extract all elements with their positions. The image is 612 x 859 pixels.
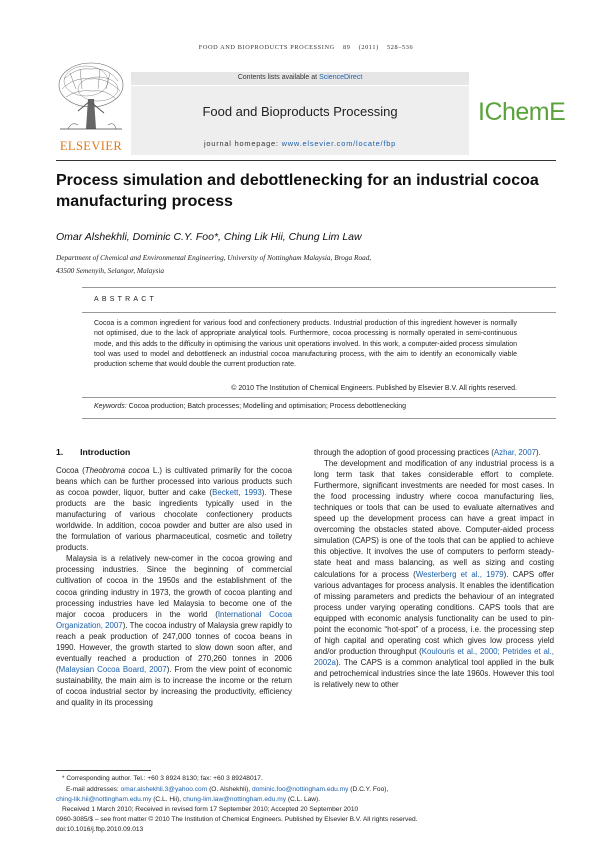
header-divider [56,160,556,161]
affiliation [56,252,556,277]
article-title: Process simulation and debottlenecking for an industrial cocoa manufacturing process [56,172,539,210]
citation-link[interactable]: Koulouris et al., 2000; Petrides et al., 2002a [314,646,554,667]
text-run: ). The cocoa industry of Malaysia grew rapidly to reach a peak production of 247,000 tonnes of cocoa beans in 1990. However, the growth started to slow down soon after, and eventually reached a production of 270,260 tonnes in 2006 ( [56,620,292,674]
keywords [94,403,517,410]
section-heading [56,447,130,457]
elsevier-wordmark: ELSEVIER [59,139,123,153]
affiliation-line: 43500 Semenyih, Selangor, Malaysia [56,265,165,275]
running-volume: 89 [342,44,351,51]
abstract-copyright: © 2010 The Institution of Chemical Engineers. Published by Elsevier B.V. All rights reserved. [231,385,517,392]
text-run: The development and modification of any industrial process is a long term task that takes considerable effort to complete. Furthermore, significant investments are needed for most cases. In the food processing industry where cocoa manufacturing lies, techniques or tools that can be used to evaluate alternatives and speed up the development process can have a great impact in overcoming the obstacles stated above. Computer-aided process simulation (CAPS) is one of the tools that can be applied to achieve this objective. It involves the use of computers to perform steady-state heat and mass balancing, as well as sizing and costing calculations for a process ( [314,459,554,579]
abstract-rule [82,418,556,419]
paragraph [56,553,292,708]
citation-link[interactable]: Malaysian Cocoa Board, 2007 [58,664,167,674]
email-link[interactable]: chung-lim.law@nottingham.edu.my [182,796,286,803]
homepage-link[interactable]: www.elsevier.com/locate/fbp [281,139,397,148]
issn-line: 0960-3085/$ – see front matter © 2010 The Institution of Chemical Engineers. Published by Elsevier B.V. All rights reserved. [56,816,418,823]
species-name: Theobroma cocoa [84,466,150,475]
running-journal: FOOD AND BIOPRODUCTS PROCESSING [198,44,335,51]
section-number: 1. [56,447,64,457]
email-line [56,786,566,793]
citation-link[interactable]: Westerberg et al., 1979 [415,569,504,579]
abstract-text: Cocoa is a common ingredient for various food and confectionery products. Industrial production of this ingredient however is normally not optimised, due to the lack of appropriate analytical tools. Furthermore, cocoa processing is normally operated in semi-continuous mode, and this adds to the difficulty in optimising the various unit operations involved. In this work, a computer-aided process simulation tool was used to model and debottleneck an industrial cocoa manufacturing process, with the aim to identify an economically viable production scheme that would double the current production rate. [94,320,517,369]
text-run: (O. Alshekhli), [207,786,252,793]
contents-prefix: Contents lists available at [237,74,318,81]
journal-homepage [131,139,469,148]
body-column-left [56,465,292,708]
email-link[interactable]: omar.alshekhli.3@yahoo.com [120,786,208,793]
corresponding-author: * Corresponding author. Tel.: +60 3 8924 8130; fax: +60 3 89248017. [62,775,263,782]
abstract-heading: ABSTRACT [94,296,157,303]
homepage-label: journal homepage: [203,139,279,148]
running-year: (2011) [358,44,379,51]
doi-line: doi:10.1016/j.fbp.2010.09.013 [56,826,144,833]
keywords-list: Cocoa production; Batch processes; Modelling and optimisation; Process debottlenecking [128,403,407,410]
section-title: Introduction [80,447,131,457]
text-run: Cocoa ( [56,466,85,475]
received-dates: Received 1 March 2010; Received in revised form 17 September 2010; Accepted 20 September 2010 [62,806,359,813]
running-header [0,44,612,51]
email-link[interactable]: ching-lik.hii@nottingham.edu.my [56,796,152,803]
abstract-rule [82,397,556,398]
text-run: (C.L. Law). [286,796,321,803]
author-list: Omar Alshekhli, Dominic C.Y. Foo*, Ching Lik Hii, Chung Lim Law [56,231,362,243]
abstract-rule [82,312,556,313]
email-label: E-mail addresses: [66,786,119,793]
citation-link[interactable]: International Cocoa Organization, 2007 [56,609,292,630]
email-line [56,796,556,803]
email-link[interactable]: dominic.foo@nottingham.edu.my [251,786,349,793]
journal-name: Food and Bioproducts Processing [202,104,398,119]
text-run: through the adoption of good processing practices ( [314,448,494,457]
text-run: ). [535,448,541,457]
paragraph [314,458,554,690]
text-run: ). From the view point of economic sustainability, the main aim is to increase the income or the return of cocoa industrial sector by increasing the productivity, efficiency and quality in its processing [56,664,292,707]
paragraph [56,465,292,553]
keywords-label: Keywords: [94,403,127,410]
text-run: (C.L. Hii), [151,796,183,803]
affiliation-line: Department of Chemical and Environmental Engineering, University of Nottingham Malaysia, Broga Road, [56,253,372,262]
text-run: ). These products are the basic ingredients typically used in the manufacturing of various chocolate confectionery products worldwide. In addition, cocoa powder and butter are also used in the formulation of various pharmaceutical, cosmetic and toiletry products. [56,488,292,553]
text-run: ). The CAPS is a common analytical tool applied in the bulk and petrochemical industries since the late 1960s. However this tool is relatively new to other [314,657,554,689]
citation-link[interactable]: Azhar, 2007 [493,448,536,457]
icheme-logo: IChemE [478,98,566,126]
text-run: (D.C.Y. Foo), [348,786,389,793]
text-run: L.) is cultivated primarily for the cocoa beans which can be further processed into various products such as cocoa powder, liquor, butter and cake ( [56,466,292,498]
footnote-rule [56,770,151,771]
paragraph [314,447,554,458]
abstract-rule [82,287,556,288]
elsevier-logo [56,59,126,155]
running-pages: 528–536 [386,44,414,51]
text-run: ). CAPS offer various advantages for process analysis. It enables the identification of missing parameters and predicts the behaviour of an integrated process under varying operating conditions. CAPS tools that are equipped with economic analysis functionality can be used to pin-point the economic “hot-spot” of a process, i.e. the processing step of high capital and operating cost which gives low process yield and/or production throughput ( [314,569,554,656]
sciencedirect-link[interactable]: ScienceDirect [319,74,363,81]
citation-link[interactable]: Beckett, 1993 [212,488,262,498]
contents-line [131,74,469,81]
text-run: Malaysia is a relatively new-comer in the cocoa growing and processing industries. Since the beginning of commercial cultivation of cocoa in the 1950s and the establishment of the cocoa grinding industry in 1973, the growth of cocoa planting and processing industries have led Malaysia to become one of the major cocoa producers in the world ( [56,554,292,619]
body-column-right [314,447,554,690]
